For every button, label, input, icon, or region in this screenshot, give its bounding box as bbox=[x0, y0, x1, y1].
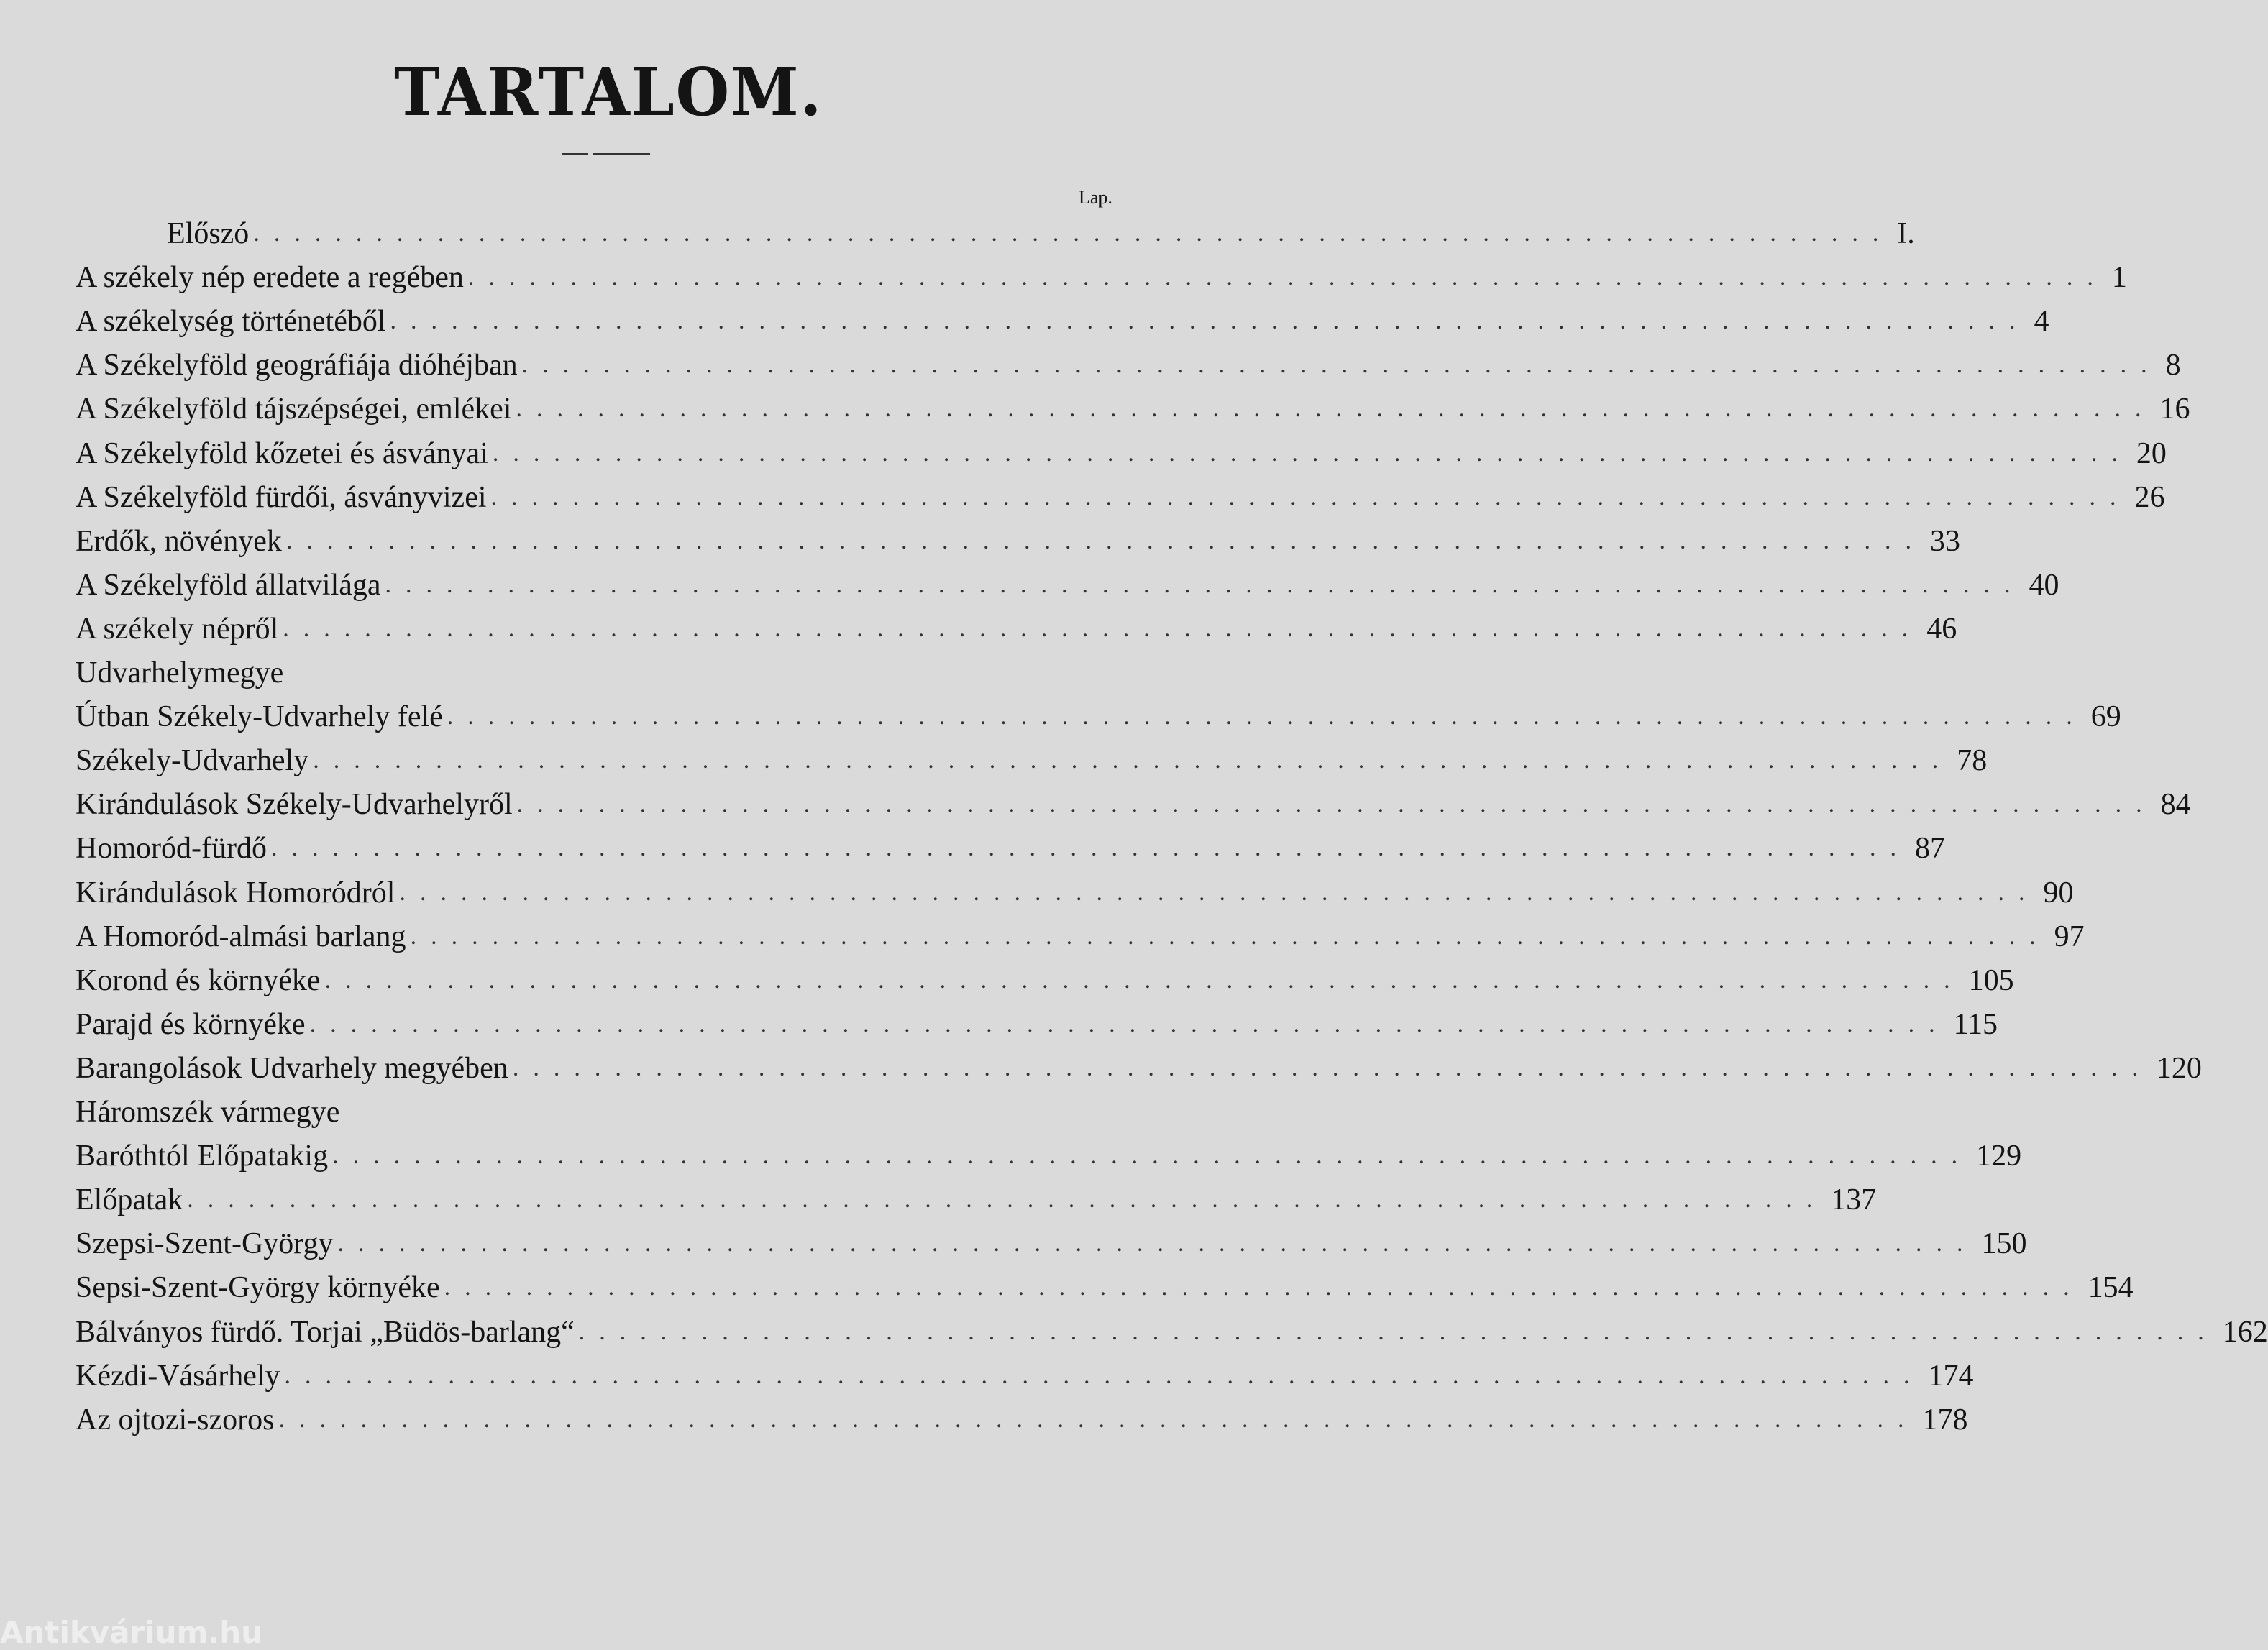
entry-page: 40 bbox=[2029, 568, 2059, 602]
dot-leader: ................................................................................ bbox=[283, 615, 1923, 642]
entry-title: A Székelyföld kőzetei és ásványai bbox=[76, 436, 488, 470]
entry-title: Barangolások Udvarhely megyében bbox=[76, 1051, 508, 1085]
entry-title: A székely nép eredete a regében bbox=[76, 261, 464, 295]
entry-page: 174 bbox=[1928, 1359, 1974, 1393]
entry-page: 69 bbox=[2090, 700, 2121, 734]
toc-entry bbox=[76, 699, 2121, 735]
entry-page: 178 bbox=[1922, 1403, 1968, 1436]
entry-page: 78 bbox=[1957, 744, 1988, 778]
entry-title: A Székelyföld geográfiája dióhéjban bbox=[76, 349, 518, 382]
divider bbox=[593, 153, 650, 155]
entry-page: 20 bbox=[2136, 436, 2167, 470]
toc-entry bbox=[76, 830, 1945, 866]
entry-title: Korond és környéke bbox=[76, 963, 321, 997]
entry-page: 115 bbox=[1953, 1007, 1998, 1041]
entry-page: 162 bbox=[2222, 1315, 2268, 1349]
entry-page: 120 bbox=[2156, 1051, 2202, 1085]
dot-leader: ................................................................................ bbox=[270, 835, 1911, 862]
entry-title: A Székelyföld állatvilága bbox=[76, 568, 381, 602]
toc-entry bbox=[76, 260, 2127, 295]
toc-entry bbox=[76, 787, 2191, 822]
dot-leader: ................................................................................ bbox=[324, 966, 1965, 994]
dot-leader: ................................................................................ bbox=[444, 1274, 2084, 1301]
entry-title: Parajd és környéke bbox=[76, 1007, 306, 1041]
entry-title: A Székelyföld tájszépségei, emlékei bbox=[76, 393, 512, 426]
entry-page: 8 bbox=[2165, 349, 2181, 382]
entry-page: 46 bbox=[1926, 612, 1957, 646]
toc-entry bbox=[76, 1314, 2268, 1350]
entry-title: Baróthtól Előpatakig bbox=[76, 1140, 329, 1173]
dot-leader: ................................................................................ bbox=[385, 571, 2025, 598]
entry-page: 150 bbox=[1981, 1227, 2027, 1261]
entry-page: 4 bbox=[2034, 305, 2049, 339]
dot-leader: ................................................................................ bbox=[278, 1406, 1919, 1433]
entry-title: Háromszék vármegye bbox=[76, 1096, 340, 1129]
toc-entry bbox=[76, 1358, 1974, 1394]
entry-page: I. bbox=[1897, 217, 1915, 250]
entry-title: Udvarhelymegye bbox=[76, 656, 284, 689]
dot-leader: ................................................................................ bbox=[512, 1054, 2152, 1081]
toc-entry bbox=[76, 480, 2165, 515]
entry-title: Szepsi-Szent-György bbox=[76, 1227, 334, 1261]
dot-leader: ................................................................................ bbox=[490, 483, 2131, 510]
toc-entry bbox=[76, 303, 2049, 339]
toc-entry bbox=[76, 436, 2167, 472]
toc-entry bbox=[76, 1270, 2134, 1306]
dot-leader: ................................................................................ bbox=[284, 1362, 1924, 1389]
dot-leader: ................................................................................ bbox=[313, 747, 1953, 774]
dot-leader: ................................................................................ bbox=[467, 264, 2108, 291]
entry-page: 137 bbox=[1831, 1183, 1877, 1217]
dot-leader: ................................................................................ bbox=[337, 1230, 1977, 1257]
toc-entry bbox=[76, 347, 2181, 383]
dot-leader: ................................................................................ bbox=[399, 879, 2039, 906]
dot-leader: ................................................................................ bbox=[516, 395, 2156, 423]
entry-page: 1 bbox=[2111, 261, 2127, 295]
entry-title: Az ojtozi-szoros bbox=[76, 1403, 275, 1436]
toc-entry bbox=[76, 1402, 1968, 1438]
entry-title: A székely népről bbox=[76, 612, 279, 646]
entry-title: Előszó bbox=[167, 217, 250, 250]
entry-page: 33 bbox=[1929, 524, 1960, 558]
dot-leader: ................................................................................ bbox=[309, 1010, 1949, 1037]
entry-title: Bálványos fürdő. Torjai „Büdös-barlang“ bbox=[76, 1315, 575, 1349]
divider bbox=[562, 153, 588, 155]
dot-leader: ................................................................................ bbox=[447, 703, 2087, 730]
toc-entry bbox=[76, 963, 2014, 999]
toc-entry bbox=[76, 1094, 1130, 1130]
entry-page: 129 bbox=[1976, 1140, 2022, 1173]
dot-leader: ................................................................................ bbox=[516, 791, 2157, 818]
entry-title: Útban Székely-Udvarhely felé bbox=[76, 700, 443, 734]
entry-title: Kézdi-Vásárhely bbox=[76, 1359, 280, 1393]
entry-title: Erdők, növények bbox=[76, 524, 282, 558]
toc-entry bbox=[76, 1182, 1877, 1218]
entry-title: Kirándulások Székely-Udvarhelyről bbox=[76, 788, 513, 822]
dot-leader: ................................................................................ bbox=[187, 1186, 1827, 1214]
dot-leader: ................................................................................ bbox=[578, 1318, 2218, 1345]
entry-page: 154 bbox=[2088, 1271, 2134, 1305]
watermark: Antikvárium.hu bbox=[0, 1615, 263, 1650]
dot-leader: ................................................................................ bbox=[410, 922, 2050, 950]
entry-page: 87 bbox=[1914, 832, 1945, 866]
page-title: TARTALOM. bbox=[394, 53, 823, 131]
toc-entry bbox=[76, 655, 1130, 691]
entry-page: 97 bbox=[2054, 920, 2085, 953]
toc-entry bbox=[76, 875, 2074, 911]
toc-entry bbox=[167, 216, 1915, 252]
entry-page: 105 bbox=[1968, 963, 2014, 997]
toc-entry bbox=[76, 919, 2085, 955]
toc-entry bbox=[76, 523, 1960, 559]
entry-page: 84 bbox=[2160, 788, 2191, 822]
toc-entry bbox=[76, 1138, 2022, 1174]
toc-entry bbox=[76, 1050, 2202, 1086]
dot-leader: ................................................................................ bbox=[332, 1142, 1972, 1170]
toc-entry bbox=[76, 567, 2059, 603]
dot-leader: ................................................................................ bbox=[253, 220, 1893, 247]
entry-page: 26 bbox=[2134, 480, 2165, 514]
entry-title: Kirándulások Homoródról bbox=[76, 876, 395, 909]
dot-leader: ................................................................................ bbox=[390, 308, 2030, 335]
toc-entry bbox=[76, 1226, 2027, 1262]
toc-entry bbox=[76, 391, 2190, 427]
entry-page: 16 bbox=[2159, 393, 2190, 426]
toc-entry bbox=[76, 743, 1988, 779]
entry-title: A székelység történetéből bbox=[76, 305, 386, 339]
toc-entry bbox=[76, 611, 1957, 647]
page-column-label: Lap. bbox=[1079, 187, 1112, 208]
entry-title: Székely-Udvarhely bbox=[76, 744, 309, 778]
entry-title: Sepsi-Szent-György környéke bbox=[76, 1271, 440, 1305]
dot-leader: ................................................................................ bbox=[492, 439, 2132, 467]
dot-leader: ................................................................................ bbox=[285, 527, 1926, 554]
dot-leader: ................................................................................ bbox=[521, 352, 2162, 379]
entry-page: 90 bbox=[2043, 876, 2074, 909]
entry-title: Előpatak bbox=[76, 1183, 183, 1217]
toc-entry bbox=[76, 1007, 1998, 1042]
entry-title: Homoród-fürdő bbox=[76, 832, 267, 866]
entry-title: A Homoród-almási barlang bbox=[76, 920, 406, 953]
entry-title: A Székelyföld fürdői, ásványvizei bbox=[76, 480, 487, 514]
